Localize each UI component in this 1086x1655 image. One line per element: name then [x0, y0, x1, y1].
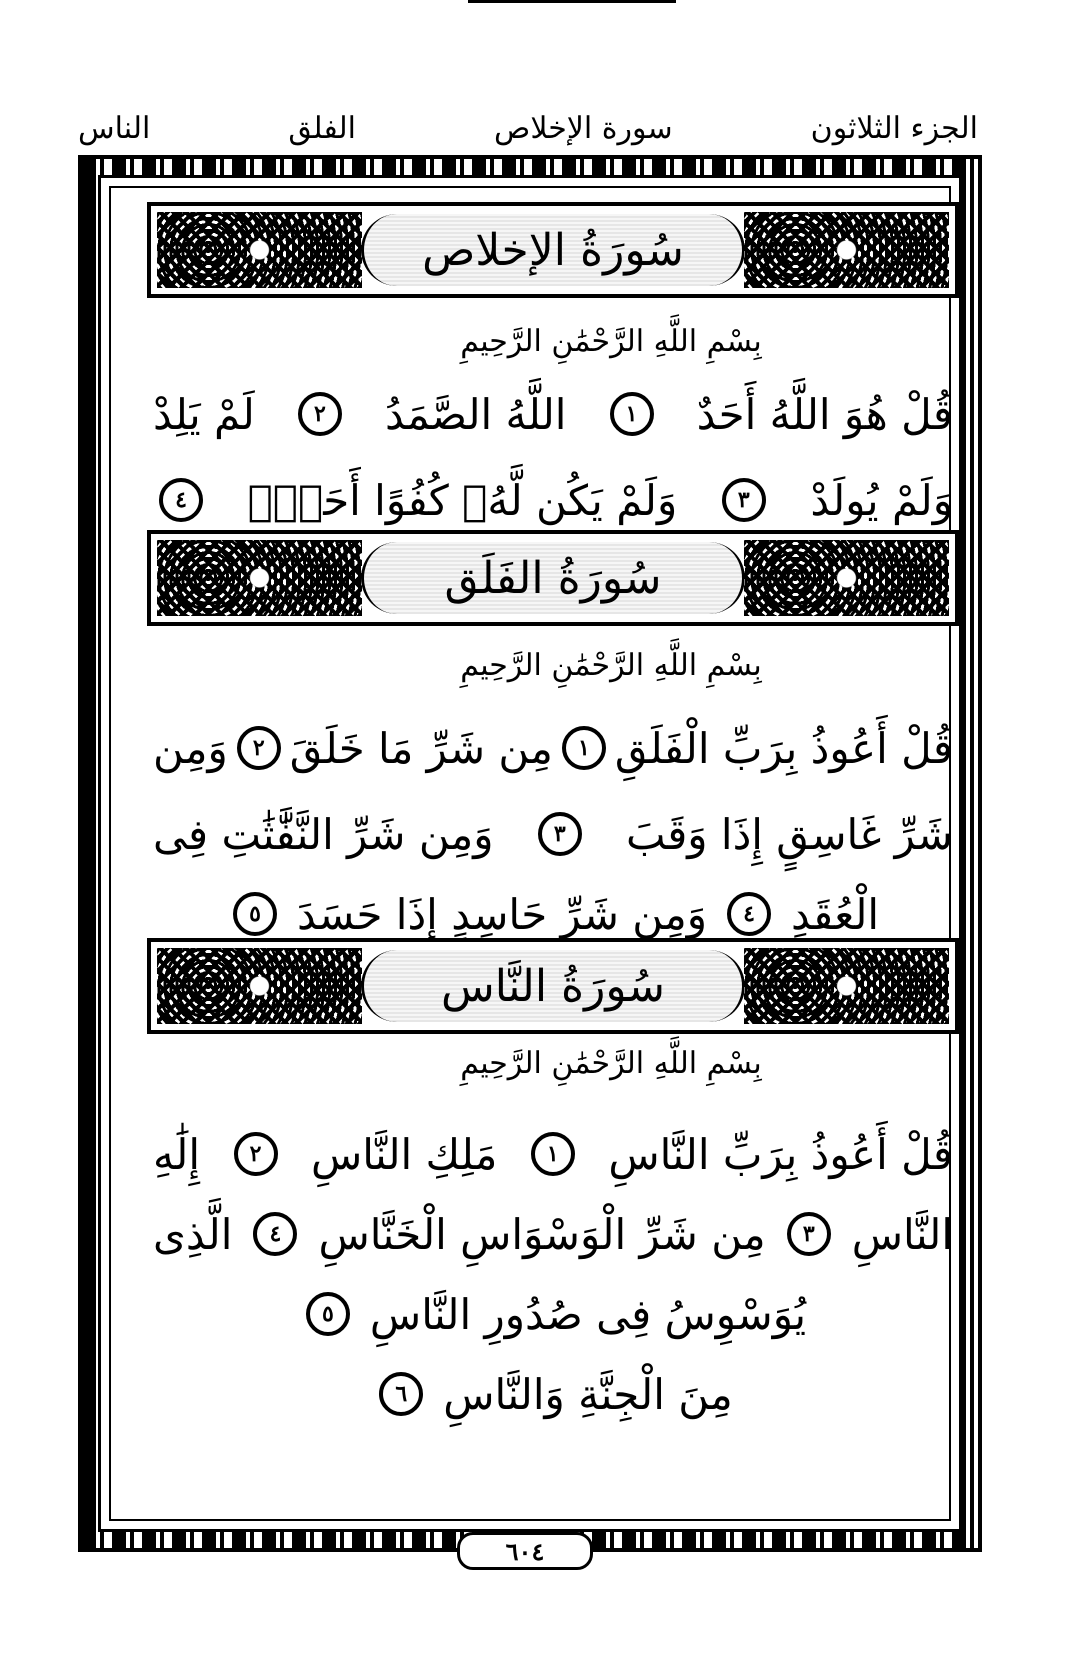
ayah-line — [153, 464, 953, 536]
surah-header-ikhlas — [147, 202, 959, 298]
ornament-right — [744, 540, 949, 616]
ornament-left — [157, 948, 362, 1024]
verse-marker: ١ — [610, 392, 654, 436]
ayah-text: الْعُقَدِ — [791, 889, 880, 939]
surah-title: سُورَةُ الإخلاص — [422, 224, 684, 276]
surah-title: سُورَةُ النَّاس — [441, 960, 665, 1012]
ayah-text: قُلْ أَعُوذُ بِرَبِّ الْفَلَقِ — [614, 723, 953, 773]
ayah-line — [153, 1198, 953, 1270]
header-surah-nas: الناس — [78, 110, 151, 146]
ayah-text: وَمِن — [153, 723, 228, 773]
ayah-line — [153, 1118, 953, 1190]
verse-marker: ٤ — [253, 1212, 297, 1256]
ayah-text: مِن شَرِّ الْوَسْوَاسِ الْخَنَّاسِ — [318, 1209, 766, 1259]
verse-marker: ٢ — [237, 726, 281, 770]
verse-marker: ١ — [562, 726, 606, 770]
verse-marker: ٣ — [538, 812, 582, 856]
ayah-text: وَلَمْ يُولَدْ — [810, 475, 953, 525]
text-area — [98, 175, 962, 1532]
basmala: بِسْمِ اللَّهِ الرَّحْمَٰنِ الرَّحِيمِ — [460, 1046, 762, 1081]
surah-header-nas — [147, 938, 959, 1034]
ayah-text: وَلَمْ يَكُن لَّهُۥ كُفُوًا أَحَدٌۢ — [247, 475, 678, 525]
ayah-line — [153, 798, 953, 870]
title-cartouche — [361, 950, 745, 1022]
ayah-text: قُلْ أَعُوذُ بِرَبِّ النَّاسِ — [608, 1129, 953, 1179]
verse-marker: ٣ — [787, 1212, 831, 1256]
ayah-line — [153, 378, 953, 450]
verse-marker: ٢ — [298, 392, 342, 436]
ayah-text: إِلَٰهِ — [153, 1129, 201, 1179]
verse-marker: ٥ — [306, 1292, 350, 1336]
verse-marker: ٢ — [234, 1132, 278, 1176]
title-cartouche — [361, 214, 745, 286]
ayah-line — [153, 1358, 953, 1430]
page-frame — [78, 155, 982, 1552]
title-cartouche — [361, 542, 745, 614]
verse-marker: ٣ — [722, 478, 766, 522]
ayah-text: الَّذِى — [153, 1209, 233, 1259]
ornament-left — [157, 540, 362, 616]
ayah-text: النَّاسِ — [851, 1209, 953, 1259]
page-number: ٦٠٤ — [457, 1532, 593, 1570]
ayah-text: وَمِن شَرِّ حَاسِدٍ إِذَا حَسَدَ — [296, 889, 708, 939]
ayah-text: يُوَسْوِسُ فِى صُدُورِ النَّاسِ — [369, 1289, 807, 1339]
ayah-text: مِن شَرِّ مَا خَلَقَ — [289, 723, 553, 773]
ayah-text: شَرِّ غَاسِقٍ إِذَا وَقَبَ — [625, 809, 953, 859]
verse-marker: ١ — [531, 1132, 575, 1176]
surah-header-falaq — [147, 530, 959, 626]
ayah-text: وَمِن شَرِّ النَّفَّٰثَٰتِ فِى — [153, 809, 494, 859]
surah-title: سُورَةُ الفَلَق — [444, 552, 662, 604]
running-header — [78, 100, 978, 156]
header-surah-falaq: الفلق — [288, 110, 356, 146]
ornament-left — [157, 212, 362, 288]
verse-marker: ٤ — [159, 478, 203, 522]
ayah-line — [153, 1278, 953, 1350]
ayah-text: اللَّهُ الصَّمَدُ — [384, 389, 567, 439]
ayah-line — [153, 712, 953, 784]
verse-marker: ٥ — [233, 892, 277, 936]
basmala: بِسْمِ اللَّهِ الرَّحْمَٰنِ الرَّحِيمِ — [460, 648, 762, 683]
verse-marker: ٤ — [727, 892, 771, 936]
ayah-text: مِنَ الْجِنَّةِ وَالنَّاسِ — [443, 1369, 733, 1419]
ayah-text: قُلْ هُوَ اللَّهُ أَحَدٌ — [696, 389, 953, 439]
top-rule — [468, 0, 676, 3]
ayah-text: لَمْ يَلِدْ — [153, 389, 255, 439]
basmala: بِسْمِ اللَّهِ الرَّحْمَٰنِ الرَّحِيمِ — [460, 324, 762, 359]
header-surah-ikhlas: سورة الإخلاص — [494, 110, 673, 146]
ornament-right — [744, 212, 949, 288]
header-juz: الجزء الثلاثون — [810, 110, 978, 146]
ornament-right — [744, 948, 949, 1024]
verse-marker: ٦ — [379, 1372, 423, 1416]
ayah-text: مَلِكِ النَّاسِ — [310, 1129, 498, 1179]
